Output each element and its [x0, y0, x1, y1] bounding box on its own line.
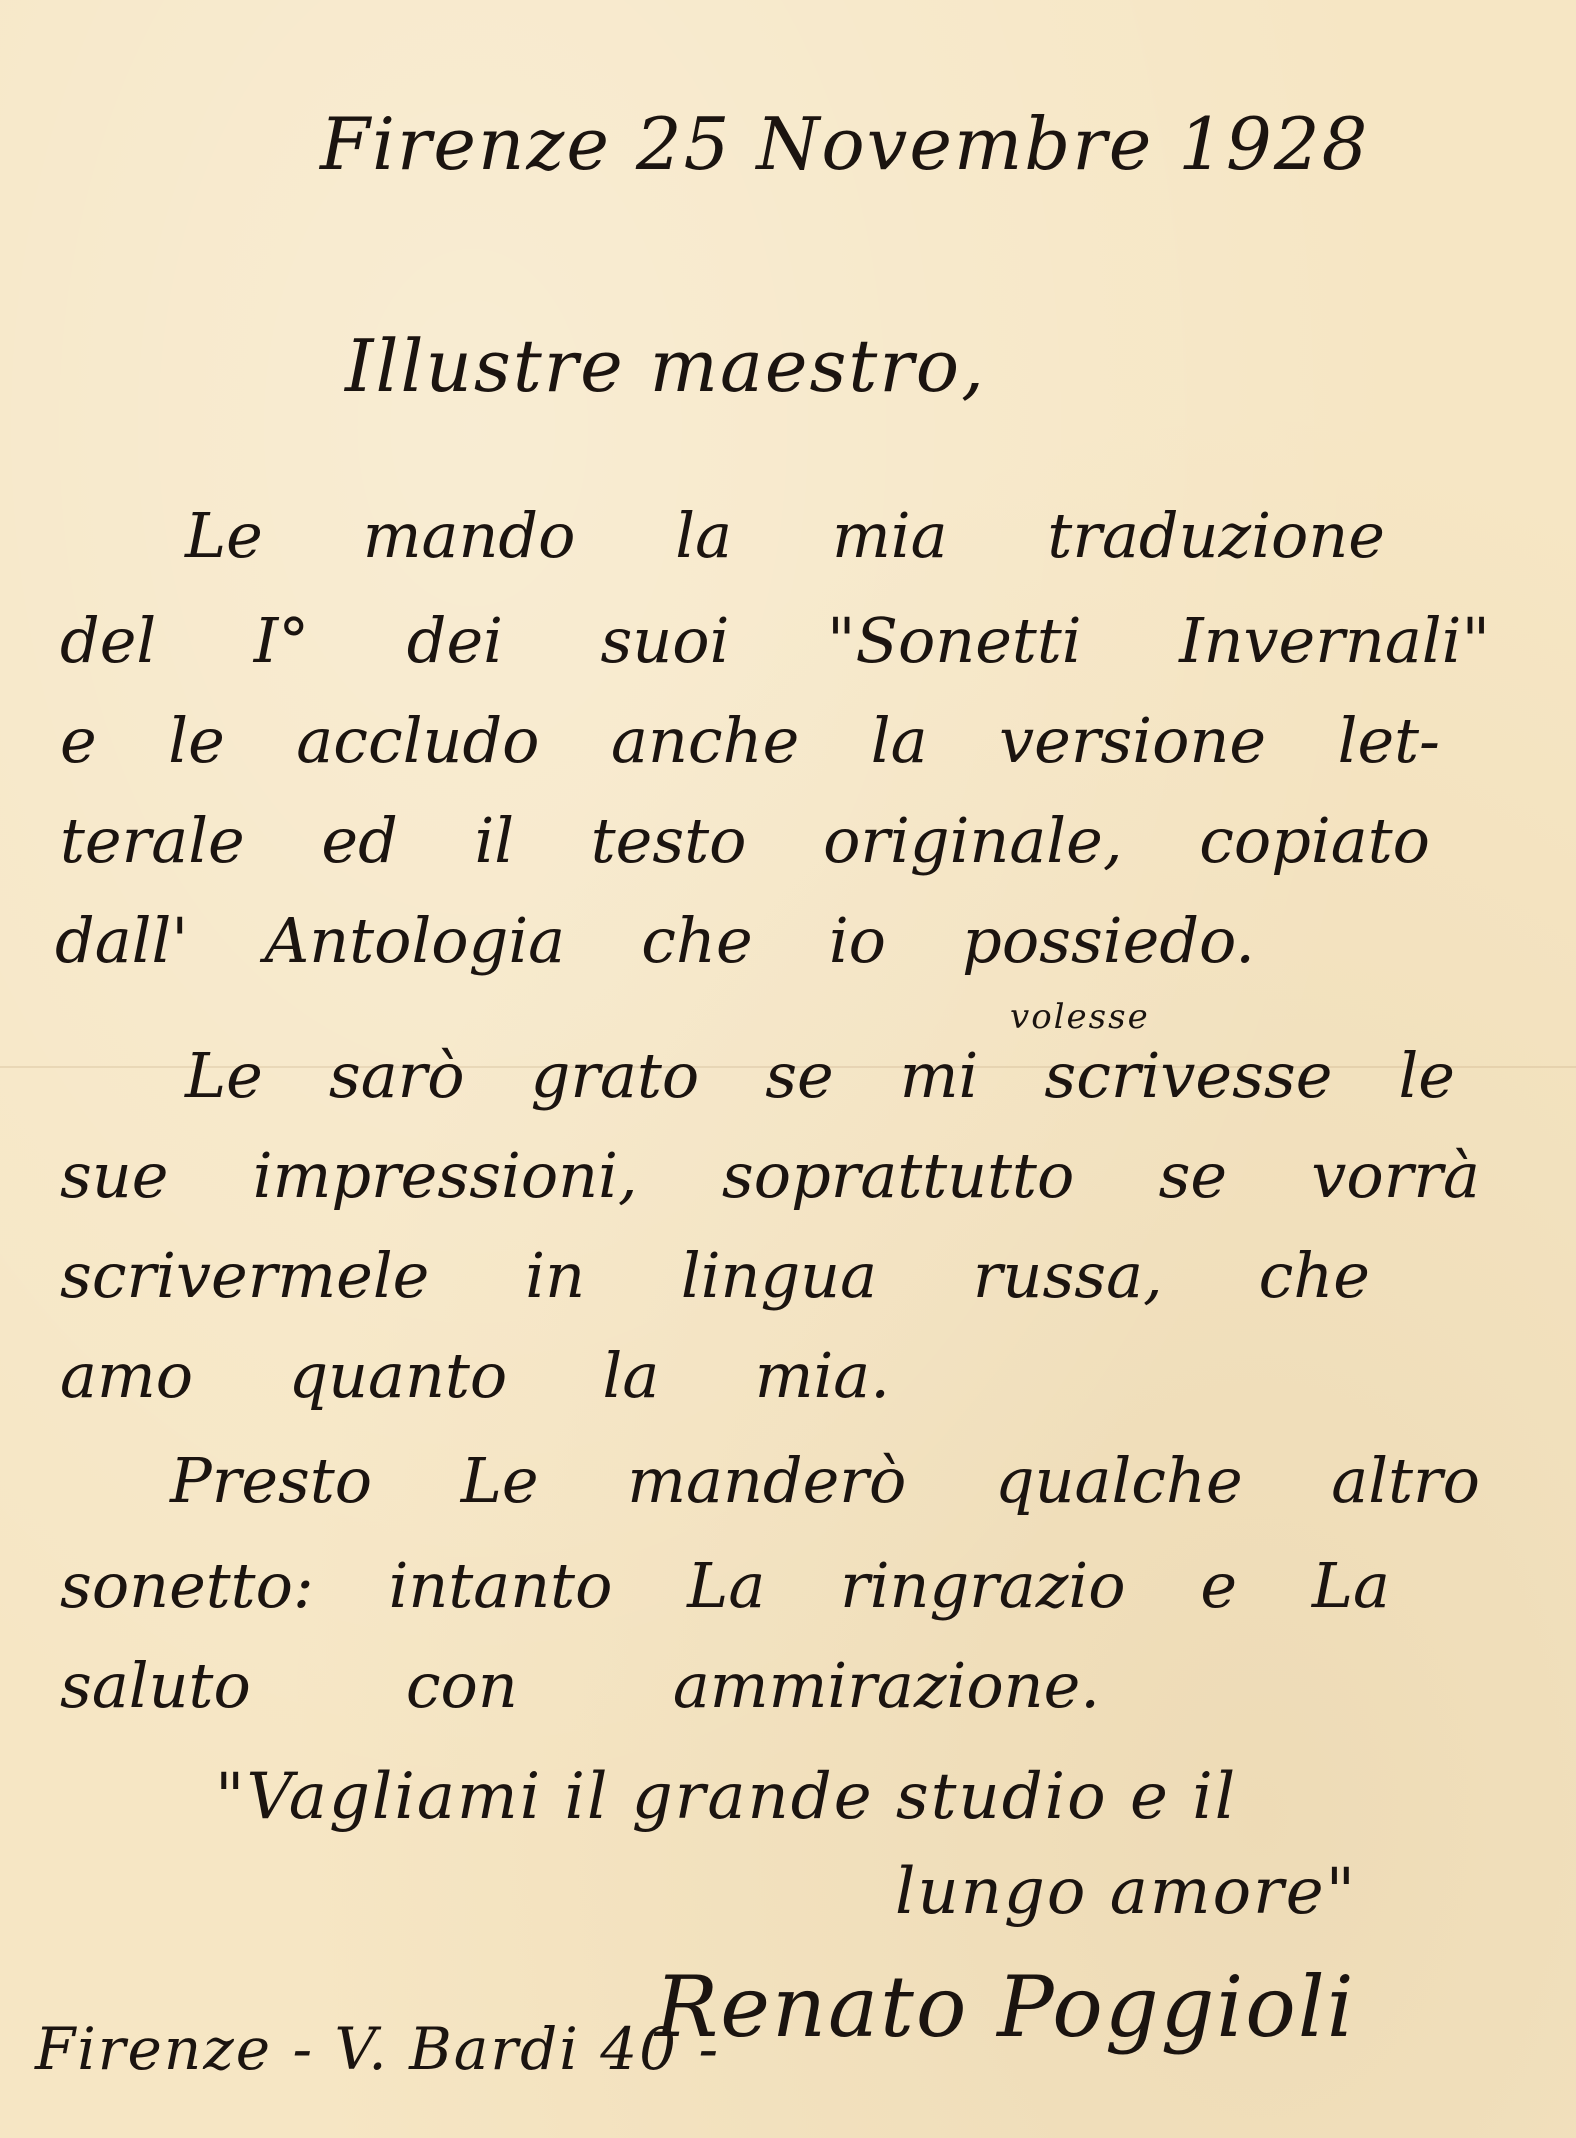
text-line: scrivermele in lingua russa, che — [60, 1239, 1370, 1312]
salutation: Illustre maestro, — [345, 324, 987, 408]
text-line: Le sarò grato se mi scrivesse le — [185, 1039, 1455, 1112]
text-line: terale ed il testo originale, copiato — [60, 804, 1430, 877]
sender-address: Firenze - V. Bardi 40 - — [35, 2015, 721, 2083]
text-line: saluto con ammirazione. — [60, 1649, 1100, 1722]
correction-note: volesse — [1010, 997, 1150, 1037]
signature: Renato Poggioli — [655, 1958, 1356, 2056]
text-line: e le accludo anche la versione let- — [60, 704, 1440, 777]
letter-date: Firenze 25 Novembre 1928 — [320, 102, 1370, 186]
text-line: del I° dei suoi "Sonetti Invernali" — [60, 604, 1490, 677]
text-line: Le mando la mia traduzione — [185, 499, 1385, 572]
quote-line: "Vagliami il grande studio e il — [215, 1760, 1238, 1834]
text-line: amo quanto la mia. — [60, 1339, 890, 1412]
text-line: Presto Le manderò qualche altro — [170, 1444, 1480, 1517]
quote-line: lungo amore" — [895, 1855, 1358, 1929]
text-line: sue impressioni, soprattutto se vorrà — [60, 1139, 1480, 1212]
text-line: dall' Antologia che io possiedo. — [55, 904, 1255, 977]
text-line: sonetto: intanto La ringrazio e La — [60, 1549, 1390, 1622]
